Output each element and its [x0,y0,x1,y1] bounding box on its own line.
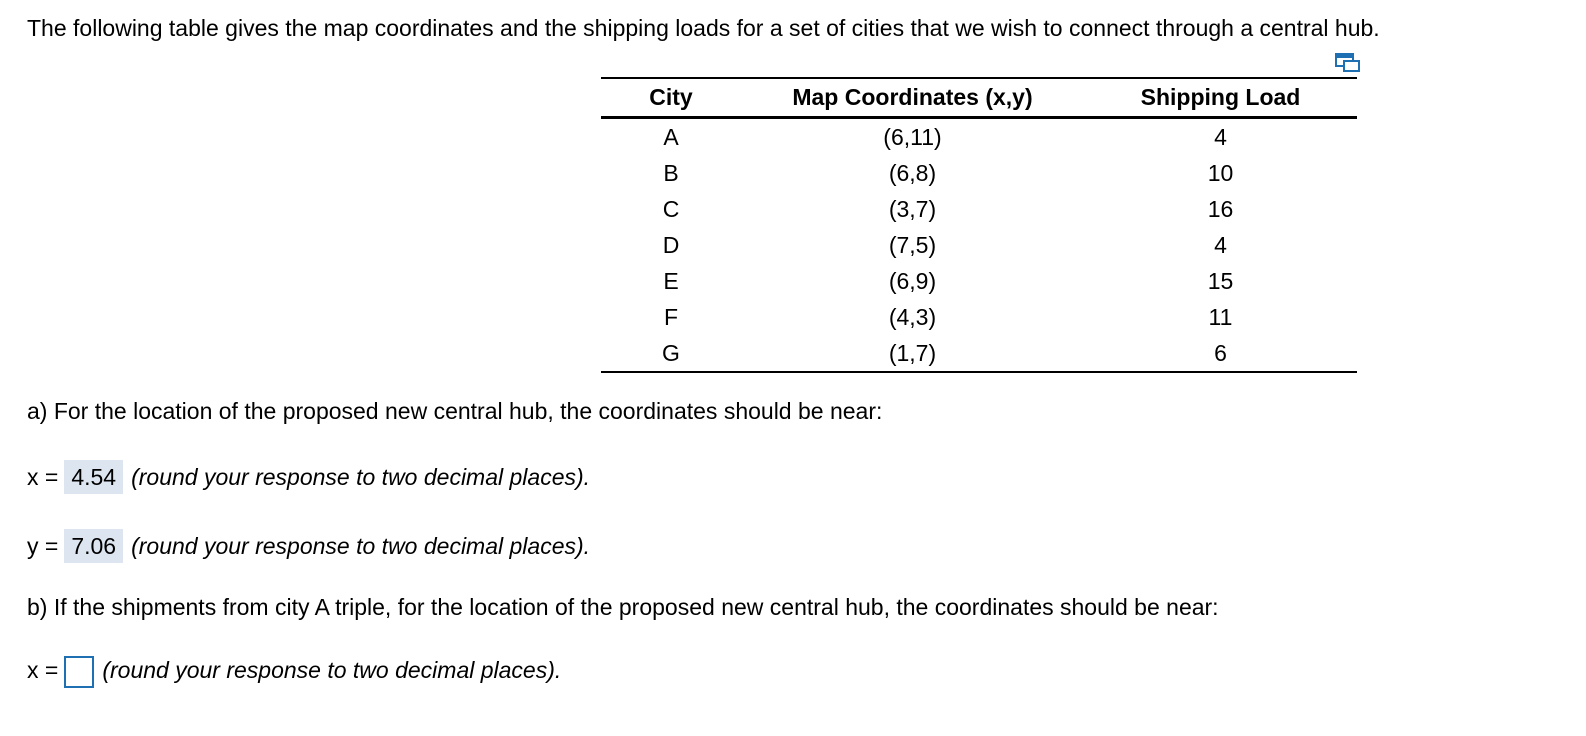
part-a-x-answer[interactable]: 4.54 [64,460,123,494]
cell-load: 15 [1207,267,1234,294]
table-row [601,155,1357,191]
table-row [601,118,1357,156]
header-shipping-load: Shipping Load [1140,84,1301,110]
cell-city: D [662,231,680,258]
cell-load: 6 [1084,335,1357,372]
cell-coordinates: (6,11) [883,123,942,150]
cell-load: 16 [1207,195,1234,222]
part-b-x-input[interactable] [64,656,94,688]
cell-coordinates: (7,5) [888,231,937,258]
city-data-table [601,77,1357,373]
part-a-x-label: x = [27,464,59,490]
header-map-coordinates: Map Coordinates (x,y) [792,84,1033,110]
cell-coordinates: (3,7) [888,195,937,222]
part-a-y-hint: (round your response to two decimal places). [131,533,591,559]
table-row [601,227,1357,263]
cell-city: F [663,303,679,330]
part-b-x-hint: (round your response to two decimal places). [102,657,562,684]
cell-load: 11 [1208,303,1233,330]
cell-coordinates: (6,8) [888,159,937,186]
part-a-y-line [27,529,590,563]
part-b-prompt: b) If the shipments from city A triple, for the location of the proposed new central hub, the coordinates should be near: [27,594,1219,620]
part-a-x-line [27,460,590,494]
cell-coordinates: (6,9) [888,267,937,294]
part-a-prompt: a) For the location of the proposed new central hub, the coordinates should be near: [27,398,883,424]
table-row [601,335,1357,372]
copy-table-icon[interactable] [1335,52,1361,72]
cell-load: 4 [1214,231,1227,258]
part-b-x-line [27,656,561,688]
table-row [601,191,1357,227]
table-row [601,299,1357,335]
cell-load: 4 [1214,123,1227,150]
cell-load: 10 [1207,159,1234,186]
part-a-x-hint: (round your response to two decimal places). [131,464,591,490]
cell-city: G [601,335,741,372]
cell-coordinates: (4,3) [888,303,937,330]
part-a-y-answer[interactable]: 7.06 [64,529,123,563]
cell-city: B [663,159,679,186]
header-city: City [649,84,693,110]
cell-city: C [662,195,680,222]
cell-city: E [663,267,679,294]
cell-coordinates: (1,7) [741,335,1084,372]
part-a-y-label: y = [27,533,59,559]
part-b-x-label: x = [27,657,59,684]
cell-city: A [663,123,679,150]
table-header-row [601,78,1357,118]
problem-intro: The following table gives the map coordinates and the shipping loads for a set of cities that we wish to connect through a central hub. [27,15,1380,41]
table-row [601,263,1357,299]
